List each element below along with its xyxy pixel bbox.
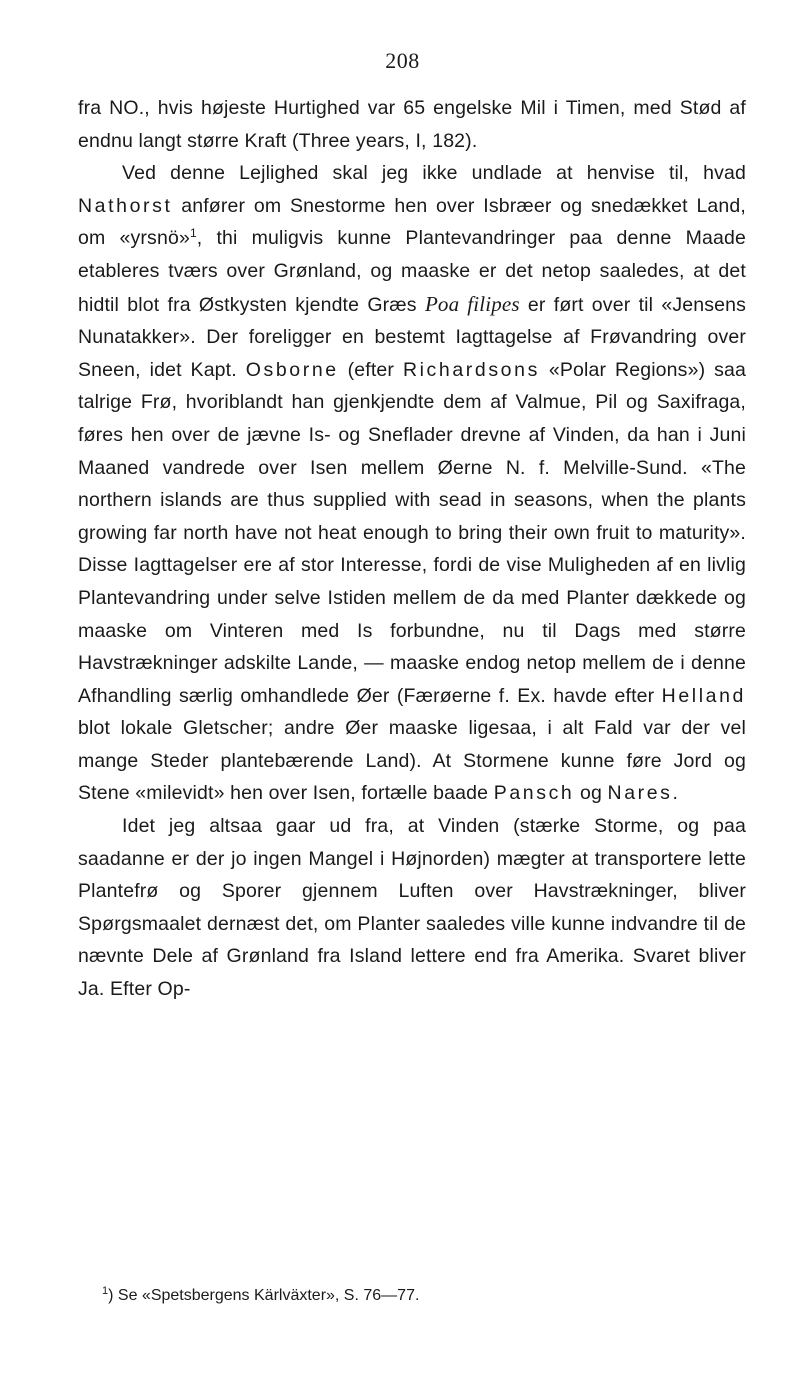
paragraph-2 [78, 157, 746, 810]
text-run: fra NO., hvis højeste Hurtighed var 65 engelske Mil i Timen, med Stød af endnu langt større Kraft (Three years, I, 182). [78, 97, 746, 152]
text-run: (efter [338, 358, 403, 381]
author-name-pansch: Pansch [493, 782, 575, 805]
author-name-nares: Nares [607, 782, 673, 805]
footnote [102, 1286, 702, 1306]
species-name: Poa filipes [424, 291, 520, 316]
body-text [78, 92, 746, 1006]
paragraph-1 [78, 92, 746, 157]
footnote-reference: 1 [189, 226, 197, 241]
footnote-marker: 1 [102, 1285, 109, 1297]
author-name-osborne: Osborne [245, 358, 339, 381]
text-run: Ved denne Lejlighed skal jeg ikke undlade at henvise til, hvad [122, 162, 746, 185]
text-run: Idet jeg altsaa gaar ud fra, at Vinden (stærke Storme, og paa saadanne er der jo ingen Mangel i Højnorden) mægter at transportere lette Plantefrø og Sporer gjennem Luften over Havstrækninger, bliver Spørgsmaalet dernæst det, om Planter saaledes ville kunne indvandre til de nævnte Dele af Grønland fra Island lettere end fra Amerika. Svaret bliver Ja. Efter Op- [78, 815, 746, 1001]
text-run: blot lokale Gletscher; andre Øer maaske ligesaa, i alt Fald var der vel mange Steder plantebærende Land). At Stormene kunne føre Jord og Stene «milevidt» hen over Isen, fortælle baade [78, 717, 746, 805]
text-run: . [672, 782, 679, 805]
author-name-richardson: Richardsons [402, 358, 540, 381]
paragraph-3 [78, 810, 746, 1006]
text-run: er ført over til «Jensens Nunatakker». Der foreligger en bestemt Iagttagelse af Frøvandring over Sneen, idet Kapt. [78, 293, 747, 381]
author-name-nathorst: Nathorst [78, 194, 173, 217]
text-run: anfører om Snestorme hen over Isbræer og snedækket Land, om «yrsnö» [78, 194, 746, 250]
footnote-text: ) Se «Spetsbergens Kärlväxter», S. 76—77. [108, 1287, 420, 1304]
page-number: 208 [385, 48, 420, 73]
text-run: og [574, 782, 608, 805]
text-run: «Polar Regions») saa talrige Frø, hvoriblandt han gjenkjendte dem af Valmue, Pil og Saxifraga, føres hen over de jævne Is- og Sneflader drevne af Vinden, da han i Juni Maaned vandrede over Isen mellem Øerne N. f. Melville-Sund. «The northern islands are thus supplied with sead in seasons, when the plants growing far north have not heat enough to bring their own fruit to maturity». Disse Iagttagelser ere af stor Interesse, fordi de vise Muligheden af en livlig Plantevandring under selve Istiden mellem de da med Planter dækkede og maaske om Vinteren med Is forbundne, nu til Dags med større Havstrækninger adskilte Lande, — maaske endog netop mellem de i denne Afhandling særlig omhandlede Øer (Færøerne f. Ex. havde efter [78, 358, 746, 707]
text-run: , thi muligvis kunne Plantevandringer paa denne Maade etableres tværs over Grønland, og maaske er det netop saaledes, at det hidtil blot fra Østkysten kjendte Græs [78, 227, 746, 316]
author-name-helland: Helland [661, 684, 746, 707]
